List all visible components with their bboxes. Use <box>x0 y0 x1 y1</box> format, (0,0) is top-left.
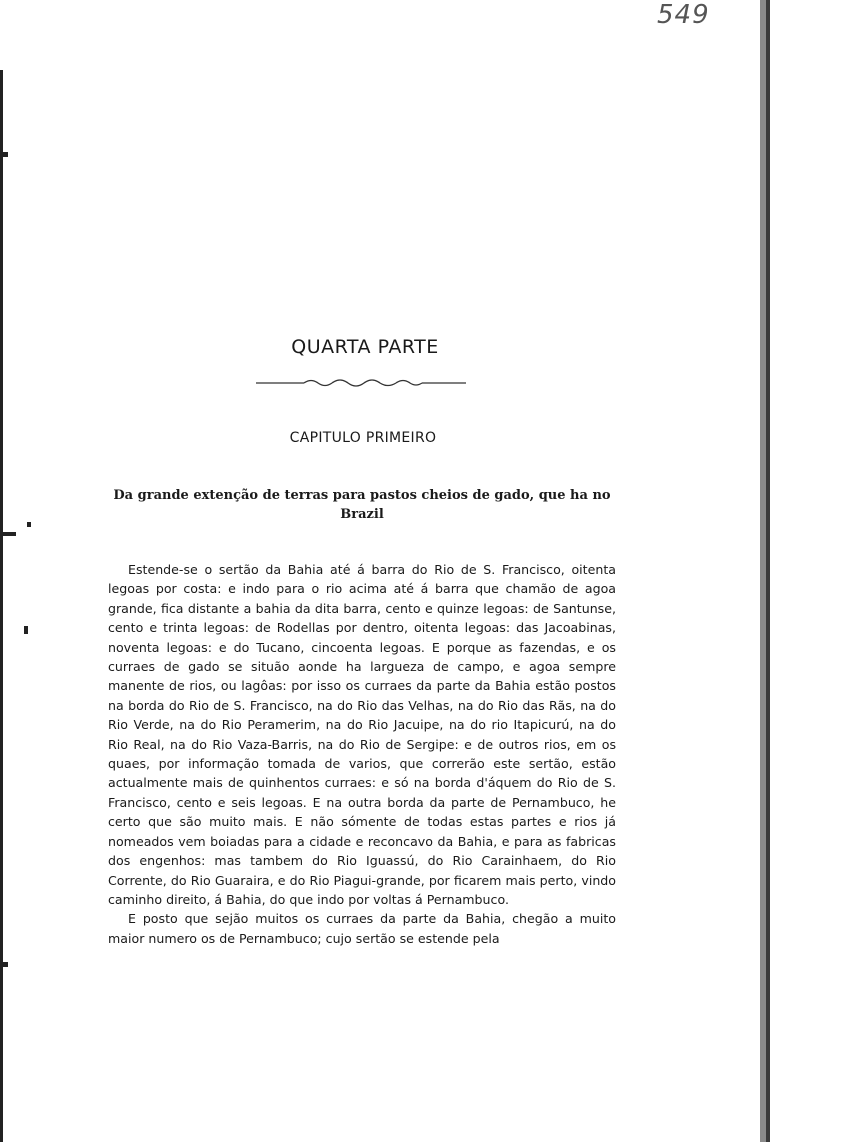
margin-mark <box>0 152 8 157</box>
folio-number: 549 <box>657 0 710 30</box>
page-spine-edge <box>766 0 770 1142</box>
section-heading: Da grande extenção de terras para pastos cheios de gado, que ha no Brazil <box>113 488 611 522</box>
part-title: QUARTA PARTE <box>291 336 439 358</box>
ornament-divider <box>256 376 466 390</box>
body-text <box>108 560 616 948</box>
margin-mark <box>27 522 31 527</box>
margin-mark <box>24 626 28 634</box>
paragraph: Estende-se o sertão da Bahia até á barra do Rio de S. Francisco, oitenta legoas por costa: e indo para o rio acima até á barra que chamão de agoa grande, fica distante a bahia da dita barra, cento e quinze legoas: de Santunse, cento e trinta legoas: de Rodellas por dentro, oitenta legoas: das Jacoabinas, noventa legoas: e do Tucano, cincoenta legoas. E porque as fazendas, e os curraes de gado se situão aonde ha largueza de campo, e agoa sempre manente de rios, ou lagôas: por isso os curraes da parte da Bahia estão postos na borda do Rio de S. Francisco, na do Rio das Velhas, na do Rio das Rãs, na do Rio Verde, na do Rio Peramerim, na do Rio Jacuipe, na do rio Itapicurú, na do Rio Real, na do Rio Vaza-Barris, na do Rio de Sergipe: e de outros rios, em os quaes, por informação tomada de varios, que correrão este sertão, estão actualmente mais de quinhentos curraes: e só na borda d'áquem do Rio de S. Francisco, cento e seis legoas. E na outra borda da parte de Pernambuco, he certo que são muito mais. E não sómente de todas estas partes e rios já nomeados vem boiadas para a cidade e reconcavo da Bahia, e para as fabricas dos engenhos: mas tambem do Rio Iguassú, do Rio Carainhaem, do Rio Corrente, do Rio Guaraira, e do Rio Piagui-grande, por ficarem mais perto, vindo caminho direito, á Bahia, do que indo por voltas á Pernambuco. <box>108 562 616 907</box>
margin-mark <box>0 532 16 536</box>
left-margin-rule <box>0 70 3 1142</box>
paragraph: E posto que sejão muitos os curraes da parte da Bahia, chegão a muito maior numero os de Pernambuco; cujo sertão se estende pela <box>108 911 616 946</box>
chapter-title: CAPITULO PRIMEIRO <box>289 430 437 446</box>
margin-mark <box>0 962 8 967</box>
